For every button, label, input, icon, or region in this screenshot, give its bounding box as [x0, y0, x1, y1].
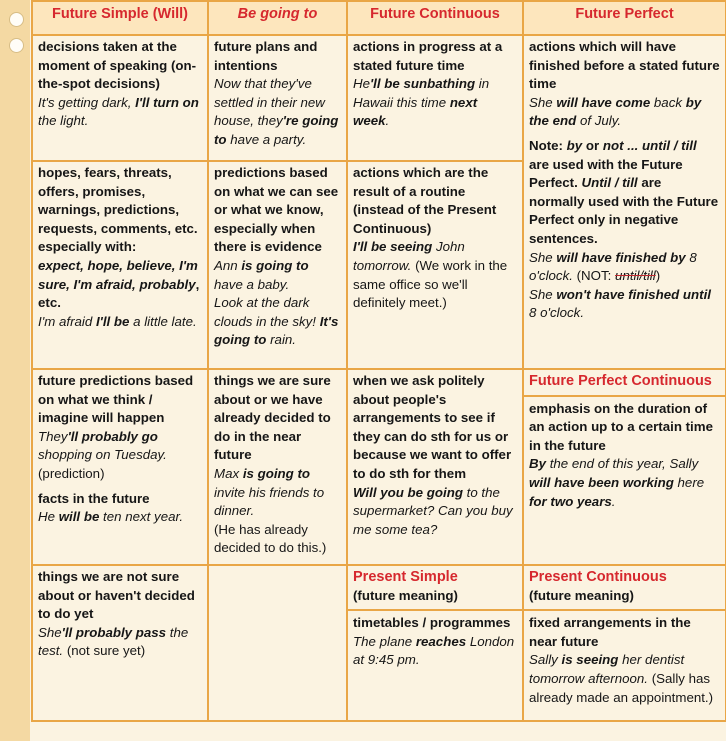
subheading-future-perfect-continuous: Future Perfect Continuous — [529, 373, 712, 389]
usage-text: actions which are the result of a routine (instead of the Present Continuous) — [353, 165, 497, 236]
usage-text: emphasis on the duration of an action up to a certain time in the future — [529, 400, 713, 453]
cell-continuous-polite — [347, 369, 523, 565]
table-row — [32, 35, 726, 161]
usage-text: future predictions based on what we think / imagine will happen — [38, 373, 194, 426]
header-future-perfect: Future Perfect — [523, 1, 726, 35]
usage-text: actions which will have finished before a stated future time — [529, 39, 720, 92]
example-text: They'll probably go shopping on Tuesday. — [38, 428, 167, 463]
example-text: Ann is going to have a baby. — [214, 257, 309, 292]
present-continuous-body — [524, 609, 725, 707]
header-row — [32, 1, 726, 35]
usage-text: things we are not sure about or haven't decided to do yet — [38, 569, 195, 622]
cell-present-simple — [347, 565, 523, 721]
table-row — [32, 369, 726, 565]
present-simple-body — [348, 609, 522, 670]
table-row — [32, 565, 726, 721]
cell-empty — [208, 565, 347, 721]
usage-text: fixed arrangements in the near future — [529, 615, 691, 649]
cell-continuous-progress — [347, 35, 523, 161]
cell-present-continuous — [523, 565, 726, 721]
example-text: Will you be going to the supermarket? Can you buy me some tea? — [353, 484, 513, 537]
usage-text: things we are sure about or we have already decided to do in the near future — [214, 373, 331, 463]
cell-going-decided — [208, 369, 347, 565]
usage-text: when we ask politely about people's arrangements to see if they can do sth for us or because we want to offer to do sth for them — [353, 373, 512, 481]
usage-text: timetables / programmes — [353, 615, 511, 631]
header-future-simple: Future Simple (Will) — [32, 1, 208, 35]
example-text: It's getting dark, I'll turn on the light. — [38, 94, 199, 129]
example-text: Look at the dark clouds in the sky! It's going to rain. — [214, 295, 339, 348]
binder-hole — [9, 12, 24, 27]
cell-going-plans — [208, 35, 347, 161]
subheading-future-meaning: (future meaning) — [353, 587, 458, 603]
header-future-continuous: Future Continuous — [347, 1, 523, 35]
example-text: The plane reaches London at 9:45 pm. — [353, 633, 515, 668]
example-text: I'm afraid I'll be a little late. — [38, 313, 197, 329]
subheading-present-simple: Present Simple — [353, 569, 458, 585]
cell-simple-unsure — [32, 565, 208, 721]
example-note: (He has already decided to do this.) — [214, 521, 327, 556]
cell-perfect-continuous — [523, 369, 726, 565]
usage-text: decisions taken at the moment of speaking (on-the-spot decisions) — [38, 39, 197, 92]
example-text: She will have finished by 8 o'clock. (NOT: until/till) — [529, 249, 697, 284]
example-text: He'll be sunbathing in Hawaii this time next week. — [353, 76, 490, 129]
usage-text: hopes, fears, threats, offers, promises, warnings, predictions, requests, comments, etc. especially with: — [38, 165, 198, 255]
usage-text: future plans and intentions — [214, 39, 318, 73]
perfect-continuous-body — [524, 395, 725, 512]
tense-sheet — [30, 0, 726, 741]
example-text: Max is going to invite his friends to dinner. — [214, 465, 325, 519]
example-text: Sally is seeing her dentist tomorrow afternoon. (Sally has already made an appointment.) — [529, 652, 714, 705]
example-text: Now that they've settled in their new house, they're going to have a party. — [214, 76, 339, 147]
cell-simple-decisions — [32, 35, 208, 161]
future-tenses-table — [31, 0, 726, 722]
example-text: I'll be seeing John tomorrow. (We work in the same office so we'll definitely meet.) — [353, 239, 508, 311]
example-text: By the end of this year, Sally will have been working here for two years. — [529, 456, 705, 509]
note-text: Note: by or not ... until / till are used with the Future Perfect. Until / till are normally used with the Future Perfect only in negative sentences. — [529, 137, 719, 246]
cell-going-predictions — [208, 161, 347, 369]
example-text: She'll probably pass the test. (not sure yet) — [38, 624, 189, 659]
binder-margin — [0, 0, 31, 741]
keywords-text: expect, hope, believe, I'm sure, I'm afraid, probably, etc. — [38, 257, 200, 311]
cell-continuous-routine — [347, 161, 523, 369]
header-be-going-to: Be going to — [208, 1, 347, 35]
example-text: She won't have finished until 8 o'clock. — [529, 286, 711, 321]
cell-perfect-finished — [523, 35, 726, 369]
usage-text: predictions based on what we can see or what we know, especially when there is evidence — [214, 165, 339, 255]
example-text: She will have come back by the end of July. — [529, 94, 702, 129]
binder-hole — [9, 38, 24, 53]
cell-simple-hopes — [32, 161, 208, 369]
example-note: (prediction) — [38, 465, 105, 481]
usage-text: actions in progress at a stated future time — [353, 39, 503, 73]
subheading-future-meaning: (future meaning) — [529, 587, 634, 603]
cell-simple-predictions — [32, 369, 208, 565]
example-text: He will be ten next year. — [38, 509, 184, 525]
usage-text: facts in the future — [38, 490, 150, 506]
subheading-present-continuous: Present Continuous — [529, 569, 667, 585]
